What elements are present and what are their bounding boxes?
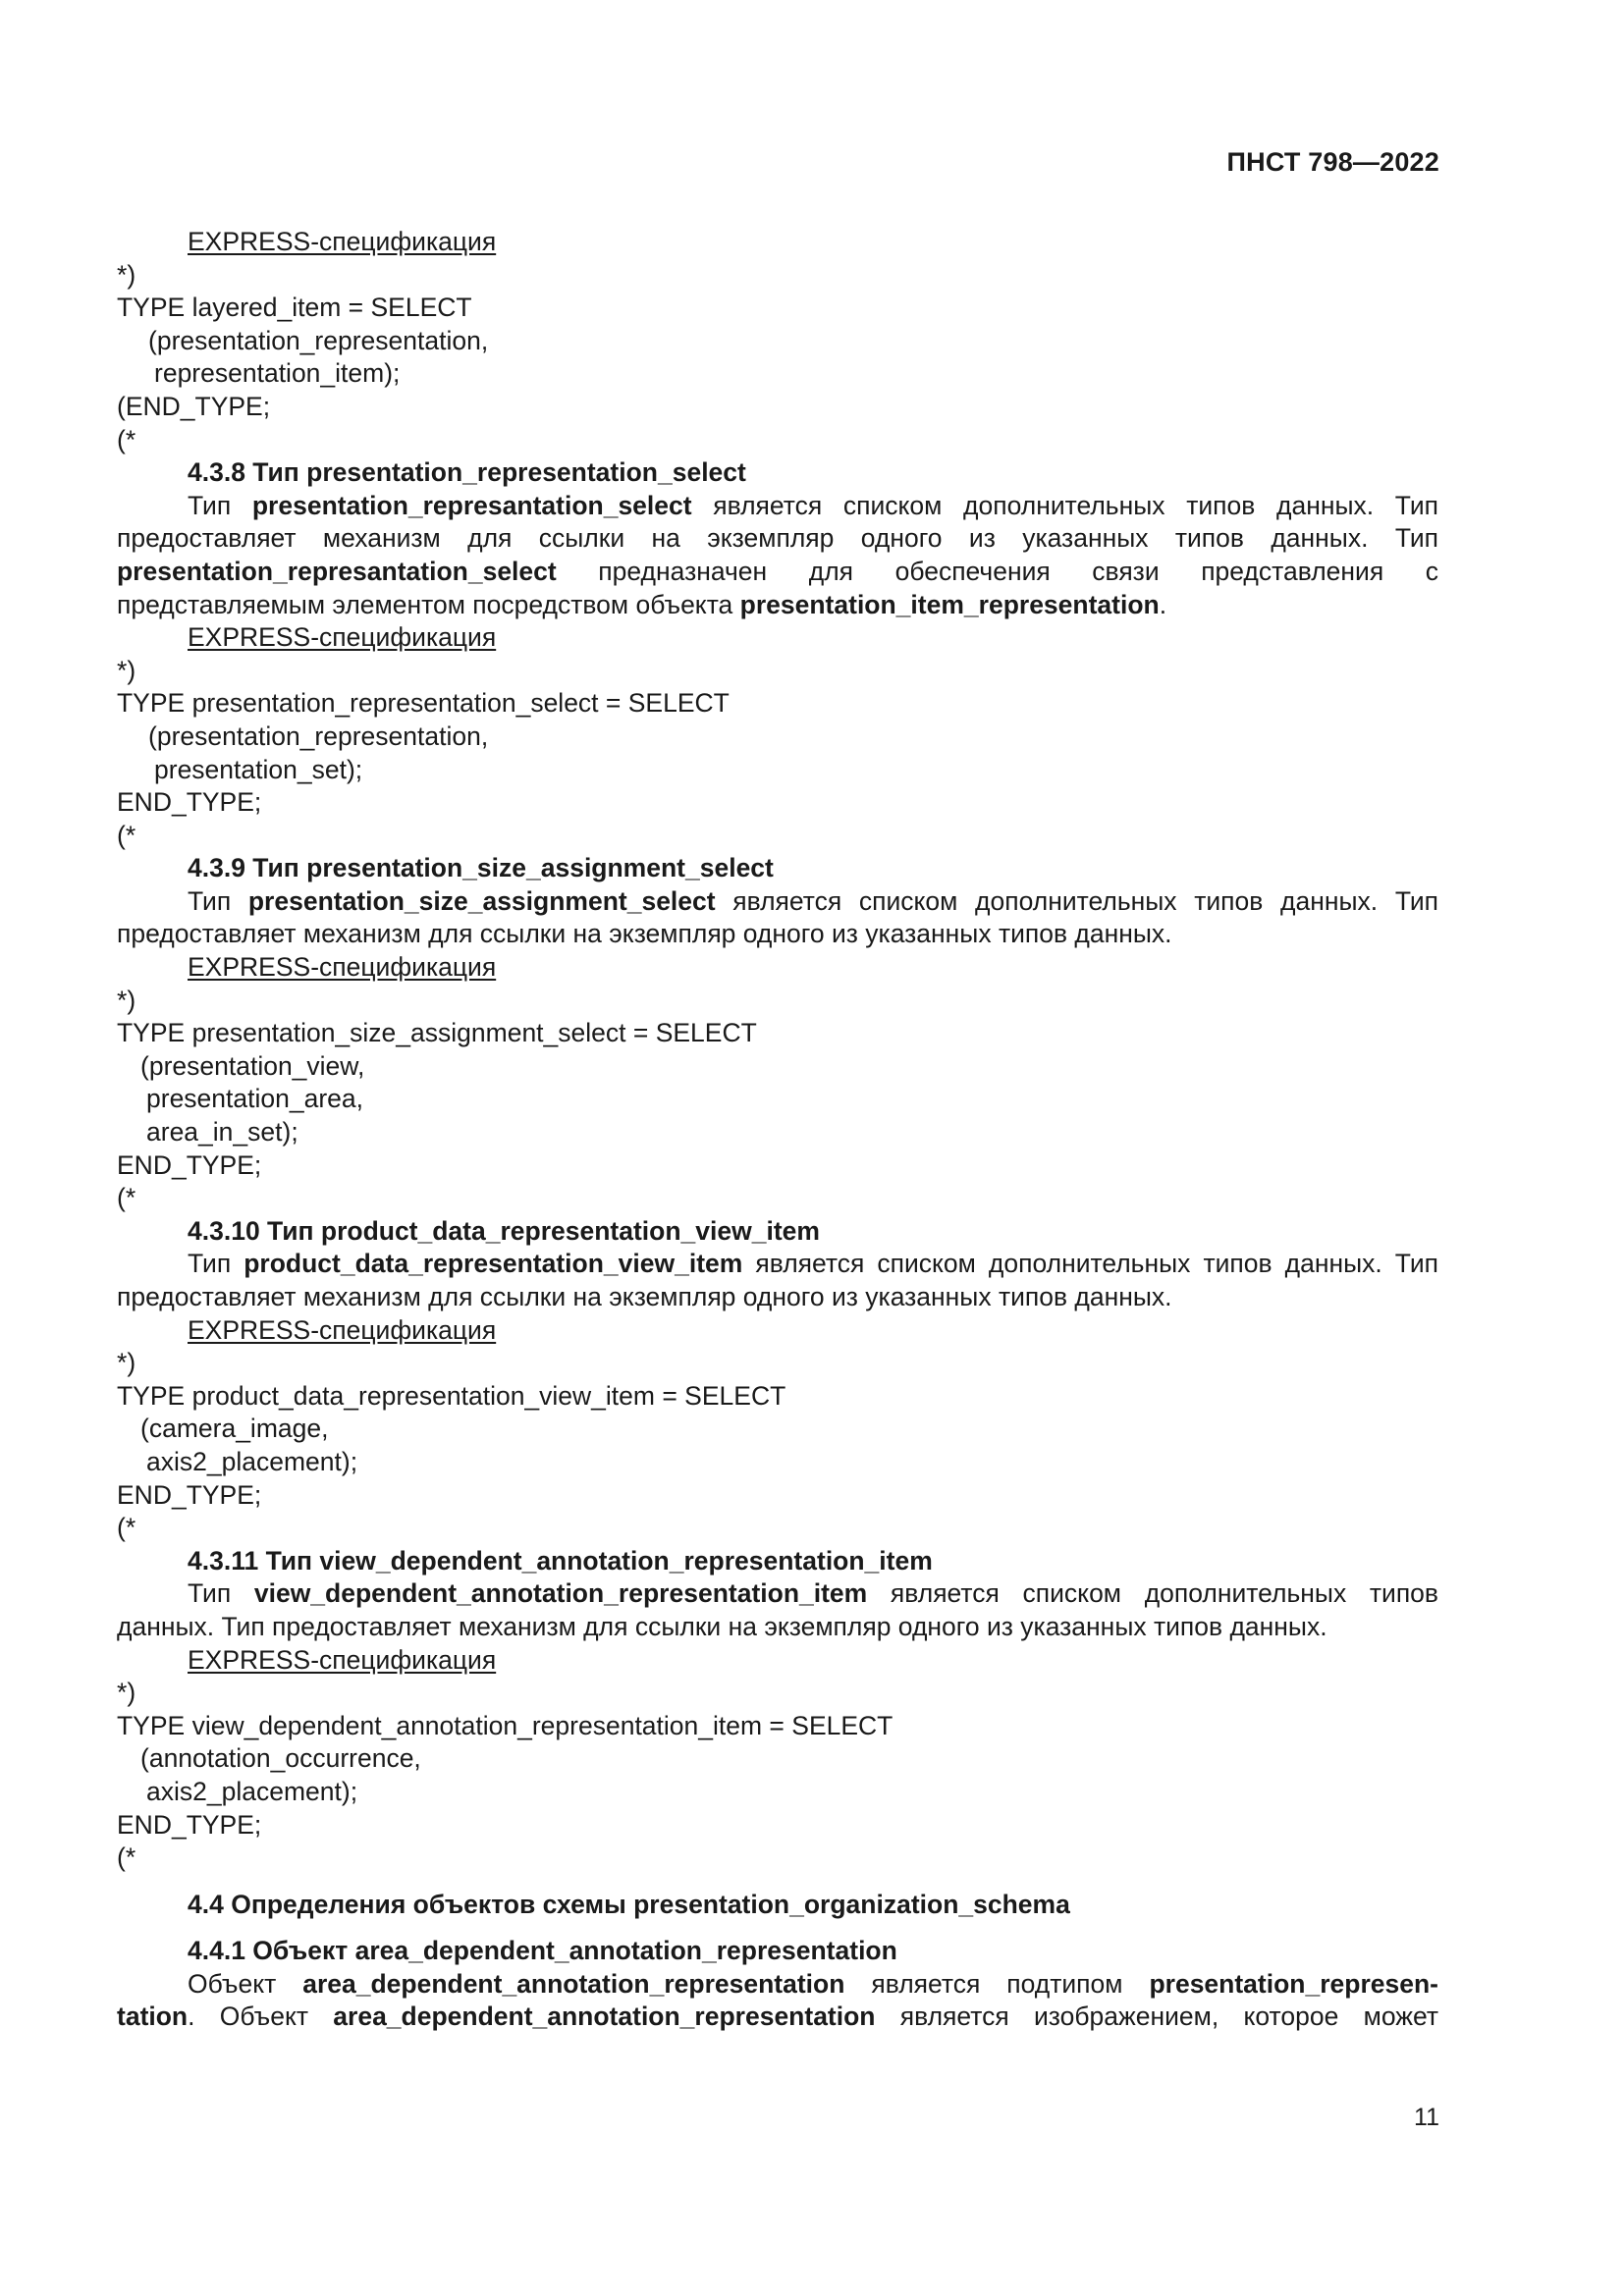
express-spec-label: EXPRESS-спецификация bbox=[188, 952, 497, 983]
code-line: *) bbox=[117, 1678, 136, 1708]
code-line: (camera_image, bbox=[140, 1414, 329, 1444]
code-line: (* bbox=[117, 1842, 136, 1873]
code-line: axis2_placement); bbox=[146, 1776, 358, 1806]
code-line: (* bbox=[117, 1513, 136, 1543]
code-line: representation_item); bbox=[154, 358, 401, 389]
section-paragraph: Тип presentation_represantation_select является списком дополнительных типов данных. Тип предоставляет механизм для ссылки на экземпляр одного из указанных типов данных. Тип presentation_represantation_select предназначен для обеспечения связи представления с представляемым элементом посредством объекта presentation_item_representation. bbox=[117, 490, 1438, 619]
code-line: *) bbox=[117, 1348, 136, 1378]
express-spec-label: EXPRESS-спецификация bbox=[188, 1644, 497, 1675]
section-heading-4-4: 4.4 Определения объектов схемы presentation_organization_schema bbox=[188, 1889, 1070, 1919]
code-line: END_TYPE; bbox=[117, 1479, 262, 1510]
code-line: area_in_set); bbox=[146, 1117, 298, 1148]
code-line: TYPE presentation_representation_select = SELECT bbox=[117, 688, 730, 719]
code-line: (* bbox=[117, 1183, 136, 1213]
code-line: END_TYPE; bbox=[117, 1149, 262, 1180]
code-line: TYPE view_dependent_annotation_representation_item = SELECT bbox=[117, 1710, 893, 1740]
code-line: (* bbox=[117, 424, 136, 454]
code-line: END_TYPE; bbox=[117, 787, 262, 818]
code-line: (presentation_representation, bbox=[148, 325, 489, 355]
code-line: (presentation_representation, bbox=[148, 721, 489, 751]
code-line: (END_TYPE; bbox=[117, 391, 271, 421]
code-line: TYPE presentation_size_assignment_select = SELECT bbox=[117, 1018, 757, 1048]
code-line: (annotation_occurrence, bbox=[140, 1743, 421, 1774]
code-line: END_TYPE; bbox=[117, 1809, 262, 1840]
section-heading-4-3-10: 4.3.10 Тип product_data_representation_view_item bbox=[188, 1215, 820, 1246]
code-line: *) bbox=[117, 985, 136, 1015]
code-line: presentation_set); bbox=[154, 754, 363, 784]
document-body bbox=[117, 226, 1438, 2034]
code-line: (* bbox=[117, 820, 136, 850]
express-spec-label: EXPRESS-спецификация bbox=[188, 622, 497, 653]
section-heading-4-3-11: 4.3.11 Тип view_dependent_annotation_representation_item bbox=[188, 1545, 933, 1575]
section-gap bbox=[117, 1875, 1438, 1889]
section-heading-4-3-9: 4.3.9 Тип presentation_size_assignment_select bbox=[188, 853, 774, 883]
section-paragraph: Тип view_dependent_annotation_representation_item является списком дополнительных типов данных. Тип предоставляет механизм для ссылки на экземпляр одного из указанных типов данных. bbox=[117, 1578, 1438, 1641]
code-line: *) bbox=[117, 655, 136, 685]
express-spec-label: EXPRESS-спецификация bbox=[188, 1314, 497, 1345]
section-paragraph-line: tation. Объект area_dependent_annotation_representation является изображением, которое может bbox=[117, 2002, 1439, 2032]
section-paragraph: Тип presentation_size_assignment_select является списком дополнительных типов данных. Тип предоставляет механизм для ссылки на экземпляр одного из указанных типов данных. bbox=[117, 885, 1438, 949]
express-spec-label: EXPRESS-спецификация bbox=[188, 227, 497, 256]
code-line: TYPE product_data_representation_view_item = SELECT bbox=[117, 1380, 786, 1411]
code-line: presentation_area, bbox=[146, 1084, 363, 1114]
section-paragraph: Тип product_data_representation_view_item является списком дополнительных типов данных. Тип предоставляет механизм для ссылки на экземпляр одного из указанных типов данных. bbox=[117, 1249, 1438, 1311]
document-code-header: ПНСТ 798—2022 bbox=[1226, 147, 1439, 177]
section-heading-4-3-8: 4.3.8 Тип presentation_representation_select bbox=[188, 457, 746, 488]
code-line: axis2_placement); bbox=[146, 1446, 358, 1476]
page-number: 11 bbox=[1414, 2104, 1439, 2131]
code-line: (presentation_view, bbox=[140, 1050, 365, 1081]
code-line: *) bbox=[117, 259, 136, 290]
section-paragraph-line: Объект area_dependent_annotation_representation является подтипом presentation_represen- bbox=[188, 1968, 1438, 1999]
section-gap bbox=[117, 1921, 1438, 1935]
code-line: TYPE layered_item = SELECT bbox=[117, 293, 472, 323]
section-heading-4-4-1: 4.4.1 Объект area_dependent_annotation_representation bbox=[188, 1936, 897, 1966]
